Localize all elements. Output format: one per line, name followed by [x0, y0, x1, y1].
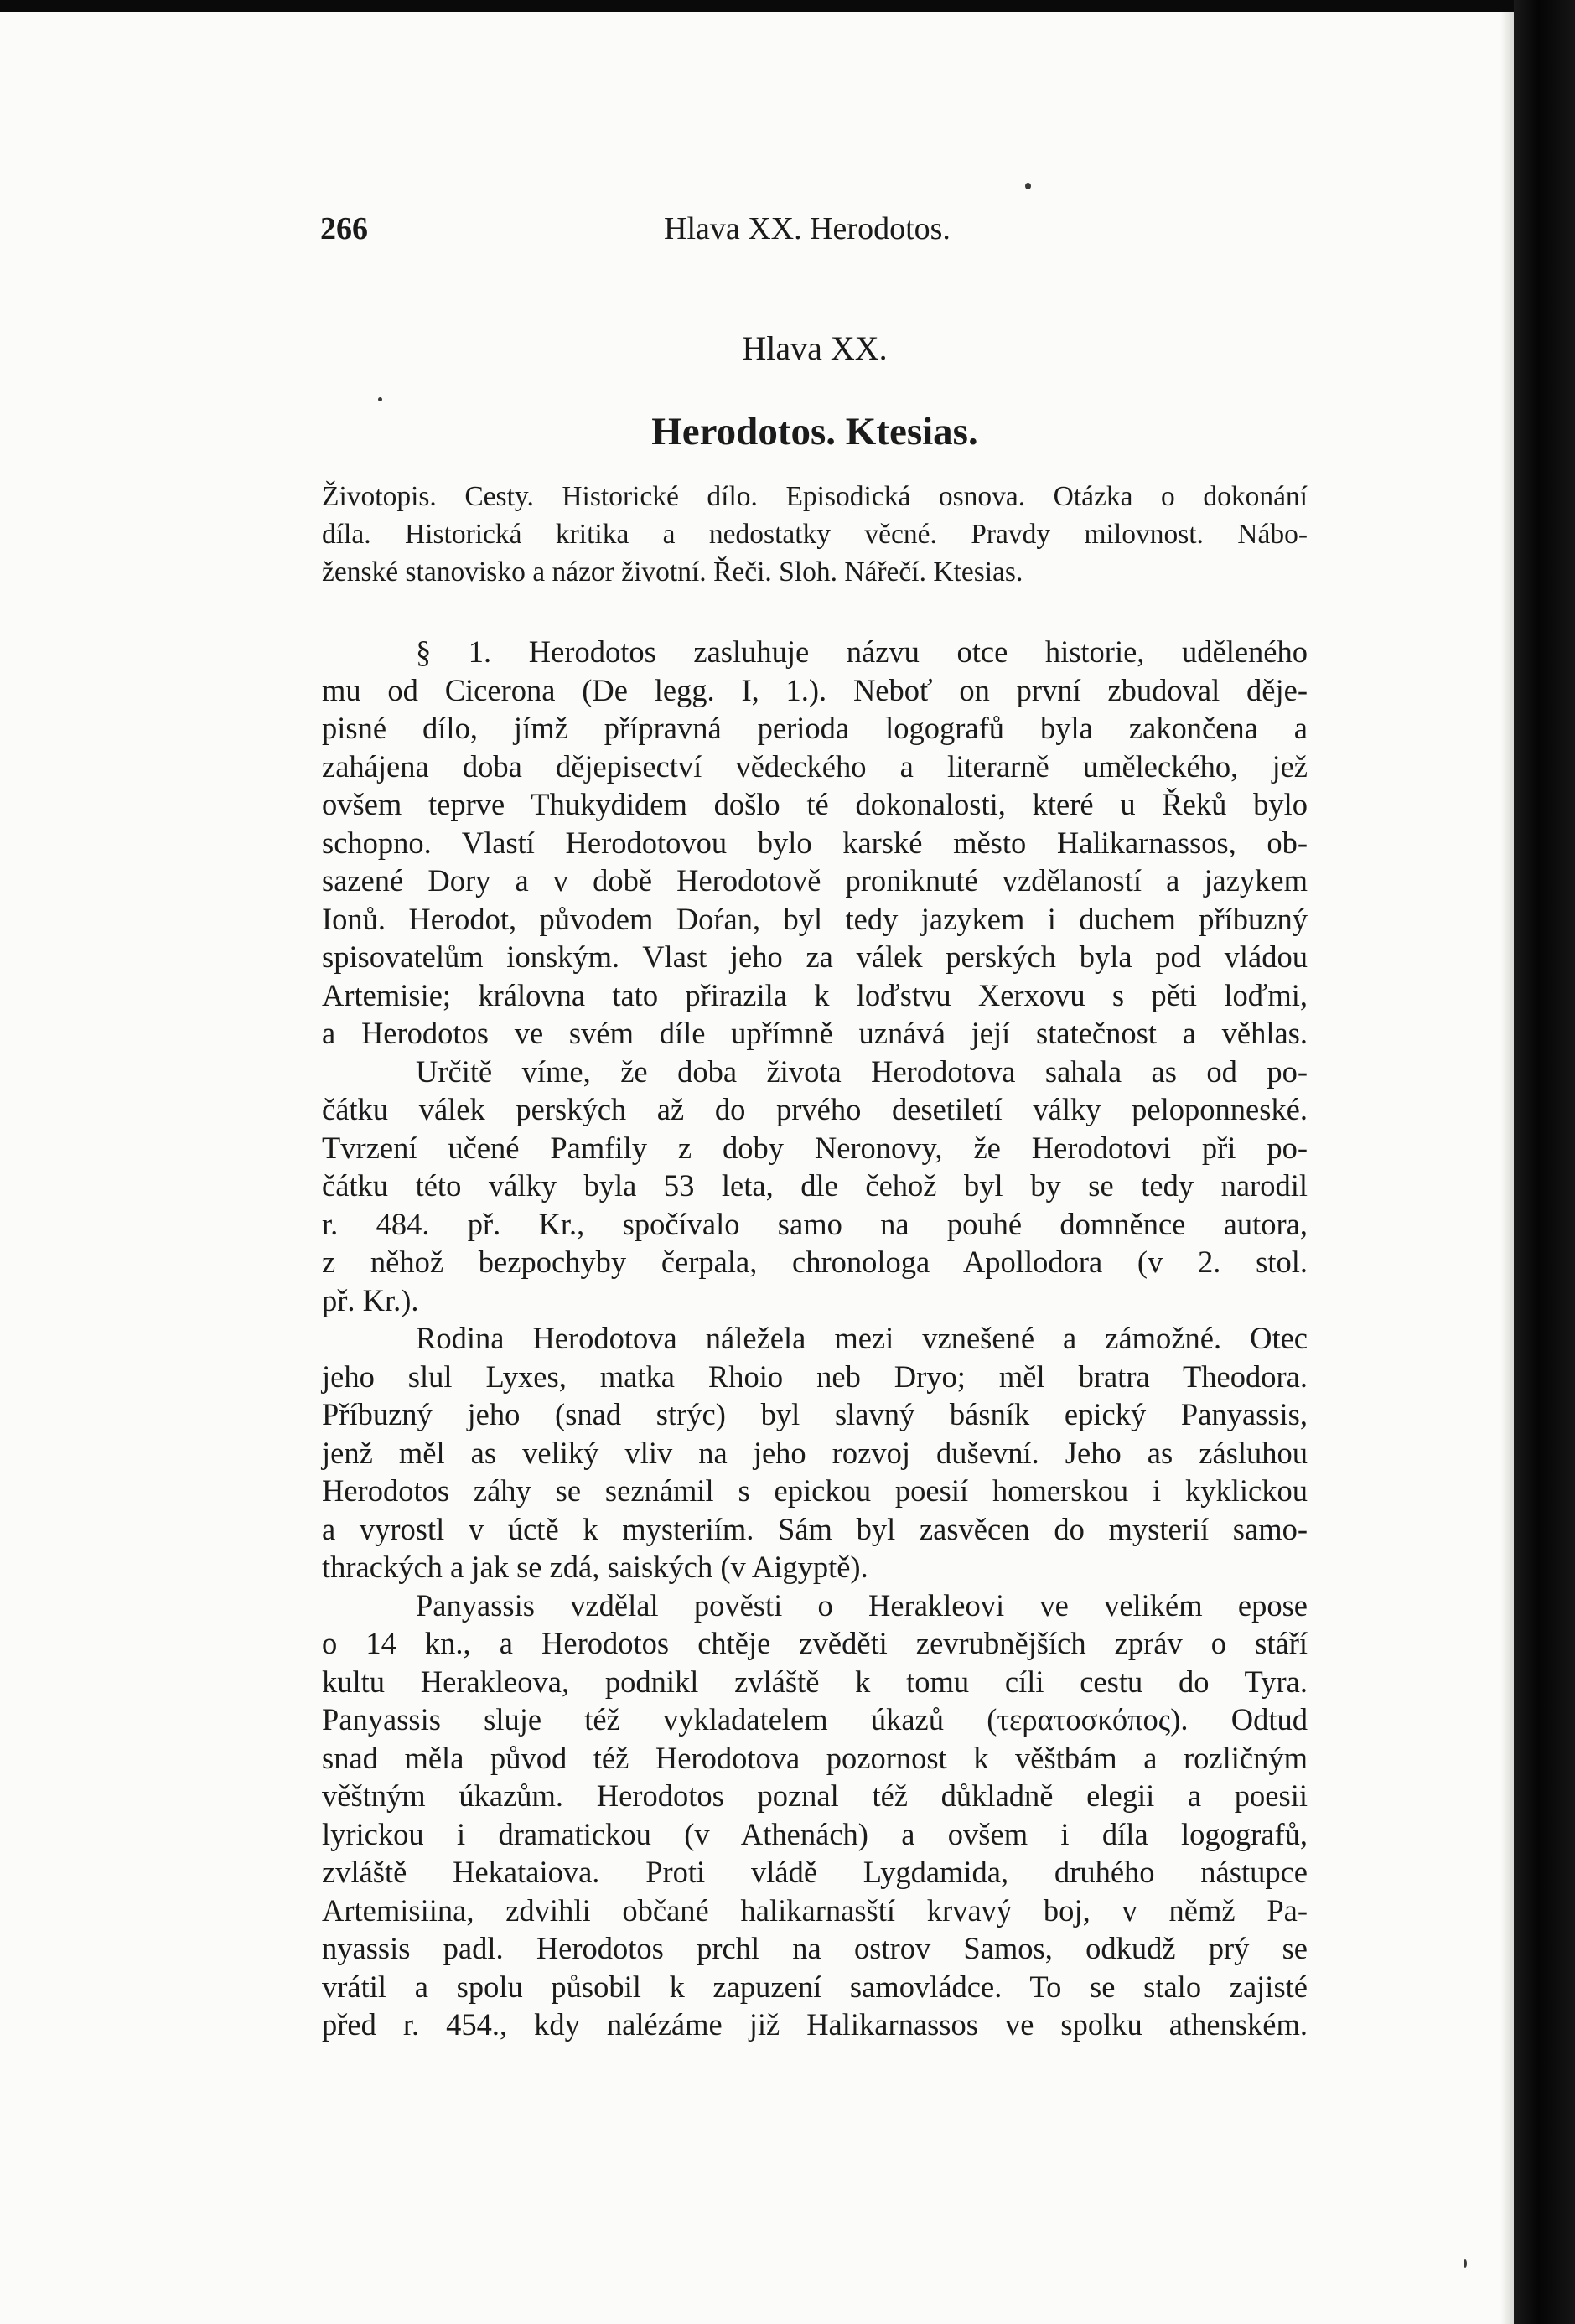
- text-line: lyrickou i dramatickou (v Athenách) a ovšem i díla logografů,: [322, 1816, 1308, 1851]
- chapter-number: Hlava XX.: [742, 329, 888, 367]
- text-line: jeho slul Lyxes, matka Rhoio neb Dryo; měl bratra Theodora.: [322, 1359, 1308, 1394]
- text-line: o 14 kn., a Herodotos chtěje zvěděti zevrubnějších zpráv o stáří: [322, 1626, 1308, 1660]
- running-head: [320, 210, 1309, 252]
- text-line: ovšem teprve Thukydidem došlo té dokonalosti, které u Řeků bylo: [322, 787, 1308, 821]
- text-line: zahájena doba dějepisectví vědeckého a literarně uměleckého, jež: [322, 748, 1308, 784]
- chapter-summary: [322, 478, 1308, 591]
- text-line: Ionů. Herodot, původem Doŕan, byl tedy jazykem i duchem příbuzný: [322, 901, 1308, 936]
- text-line: jenž měl as veliký vliv na jeho rozvoj duševní. Jeho as zásluhou: [322, 1435, 1308, 1470]
- text-line: sazené Dory a v době Herodotově proniknuté vzdělaností a jazykem: [322, 863, 1308, 898]
- text-line: př. Kr.).: [322, 1282, 419, 1317]
- text-line: pisné dílo, jímž přípravná perioda logografů byla zakončena a: [322, 711, 1308, 745]
- text-line: mu od Cicerona (De legg. I, 1.). Neboť on první zbudoval děje-: [322, 672, 1308, 707]
- text-line: Panyassis vzdělal pověsti o Herakleovi ve velikém epose: [416, 1587, 1308, 1623]
- dust-speck: [378, 397, 382, 401]
- text-line: nyassis padl. Herodotos prchl na ostrov Samos, odkudž prý se: [322, 1931, 1308, 1965]
- text-line: thrackých a jak se zdá, saiských (v Aigyptě).: [322, 1550, 868, 1584]
- summary-line: Životopis. Cesty. Historické dílo. Episodická osnova. Otázka o dokonání: [322, 481, 1308, 512]
- dust-speck: [1025, 183, 1031, 189]
- text-line: čátku této války byla 53 leta, dle čehož byl by se tedy narodil: [322, 1168, 1308, 1203]
- text-line: Příbuzný jeho (snad strýc) byl slavný básník epický Panyassis,: [322, 1397, 1308, 1431]
- paper-edge-shadow: [1500, 12, 1514, 2324]
- text-line: kultu Herakleova, podnikl zvláště k tomu cíli cestu do Tyra.: [322, 1664, 1308, 1699]
- running-head-title: Hlava XX. Herodotos.: [664, 211, 951, 246]
- text-line: z něhož bezpochyby čerpala, chronologa Apollodora (v 2. stol.: [322, 1245, 1308, 1279]
- text-line: zvláště Hekataiova. Proti vládě Lygdamida, druhého nástupce: [322, 1855, 1308, 1889]
- scan-border: [1514, 0, 1575, 2324]
- dust-speck: [1464, 2259, 1467, 2268]
- text-line: Herodotos záhy se seznámil s epickou poesií homerskou i kyklickou: [322, 1473, 1308, 1508]
- text-line: Určitě víme, že doba života Herodotova sahala as od po-: [416, 1053, 1308, 1089]
- text-line: Artemisie; královna tato přirazila k loďstvu Xerxovu s pěti loďmi,: [322, 977, 1308, 1012]
- text-line: před r. 454., kdy nalézáme již Halikarnassos ve spolku athenském.: [322, 2007, 1308, 2042]
- chapter-title: Herodotos. Ktesias.: [651, 410, 978, 453]
- text-line: § 1. Herodotos zasluhuje názvu otce historie, uděleného: [416, 634, 1308, 669]
- text-line: a Herodotos ve svém díle upřímně uznává její statečnost a věhlas.: [322, 1016, 1308, 1050]
- text-line: vrátil a spolu působil k zapuzení samovládce. To se stalo zajisté: [322, 1969, 1308, 2004]
- summary-line: ženské stanovisko a názor životní. Řeči. Sloh. Nářečí. Ktesias.: [322, 556, 1023, 587]
- text-line: čátku válek perských až do prvého desetiletí války peloponneské.: [322, 1092, 1308, 1126]
- summary-line: díla. Historická kritika a nedostatky věcné. Pravdy milovnost. Nábo-: [322, 519, 1308, 550]
- text-line: Tvrzení učené Pamfily z doby Neronovy, že Herodotovi při po-: [322, 1130, 1308, 1165]
- text-line: Artemisiina, zdvihli občané halikarnasští krvavý boj, v němž Pa-: [322, 1892, 1308, 1928]
- text-line: Panyassis sluje též vykladatelem úkazů (τερατοσκόπος). Odtud: [322, 1702, 1308, 1737]
- text-line: spisovatelům ionským. Vlast jeho za válek perských byla pod vládou: [322, 939, 1308, 974]
- text-line: věštným úkazům. Herodotos poznal též důkladně elegii a poesii: [322, 1778, 1308, 1813]
- text-line: a vyrostl v úctě k mysteriím. Sám byl zasvěcen do mysterií samo-: [322, 1511, 1308, 1546]
- page-number: 266: [320, 211, 368, 246]
- text-line: Rodina Herodotova náležela mezi vznešené a zámožné. Otec: [416, 1321, 1308, 1355]
- text-line: snad měla původ též Herodotova pozornost k věštbám a rozličným: [322, 1740, 1308, 1775]
- text-line: r. 484. př. Kr., spočívalo samo na pouhé domněnce autora,: [322, 1206, 1308, 1241]
- text-line: schopno. Vlastí Herodotovou bylo karské město Halikarnassos, ob-: [322, 825, 1308, 860]
- body-text: [322, 633, 1308, 2044]
